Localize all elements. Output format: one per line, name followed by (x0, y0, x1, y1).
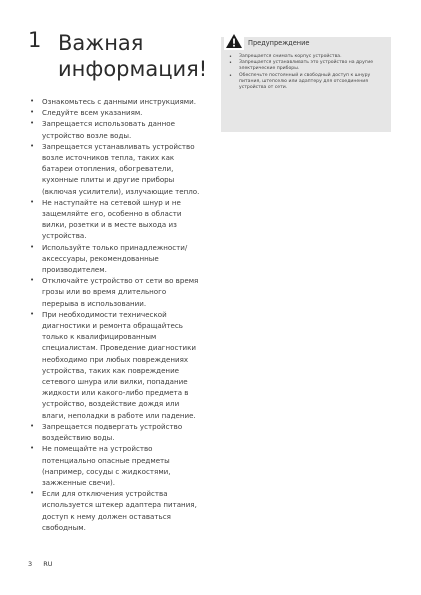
list-item: • Запрещается снимать корпус устройства. (229, 54, 387, 60)
list-item: • Следуйте всем указаниям. (30, 107, 202, 118)
list-item: • Запрещается устанавливать это устройство на другие электрические приборы. (229, 60, 387, 72)
warning-box (221, 37, 391, 132)
list-item: • Запрещается подвергать устройство воздействию воды. (30, 421, 202, 443)
list-item: • Используйте только принадлежности/аксессуары, рекомендованные производителем. (30, 242, 202, 276)
list-item: • Если для отключения устройства используется штекер адаптера питания, доступ к нему должен оставаться свободным. (30, 488, 202, 533)
language-code: RU (43, 560, 53, 568)
page-footer (28, 560, 53, 568)
page-number: 3 (28, 560, 33, 568)
list-item: • Не наступайте на сетевой шнур и не защемляйте его, особенно в области вилки, розетки и в месте выхода из устройства. (30, 197, 202, 242)
list-item: • Не помещайте на устройство потенциально опасные предметы (например, сосуды с жидкостями, зажженные свечи). (30, 443, 202, 488)
list-item: • Ознакомьтесь с данными инструкциями. (30, 96, 202, 107)
list-item: • Запрещается использовать данное устройство возле воды. (30, 118, 202, 140)
list-item: • Обеспечьте постоянный и свободный доступ к шнуру питания, штепселю или адаптеру для отсоединения устройства от сети. (229, 73, 387, 92)
list-item: • При необходимости технической диагностики и ремонта обращайтесь только к квалифицированным специалистам. Проведение диагностики необходимо при любых повреждениях устройства, таких как повреждение сетевого шнура или вилки, попадание жидкости или какого-либо предмета в устройство, воздействие дождя или влаги, неполадки в работе или падение. (30, 309, 202, 421)
safety-instructions-list (30, 96, 202, 533)
list-item: • Отключайте устройство от сети во время грозы или во время длительного перерыва в использовании. (30, 275, 202, 309)
section-number: 1 (28, 28, 42, 52)
warning-header (221, 37, 391, 51)
warning-list (229, 54, 387, 91)
list-item: • Запрещается устанавливать устройство возле источников тепла, таких как батареи отопления, обогреватели, кухонные плиты и другие приборы (включая усилители), излучающие тепло. (30, 141, 202, 197)
page-title: Важная информация! (58, 31, 208, 81)
warning-icon (224, 32, 244, 50)
warning-title: Предупреждение (248, 39, 310, 47)
